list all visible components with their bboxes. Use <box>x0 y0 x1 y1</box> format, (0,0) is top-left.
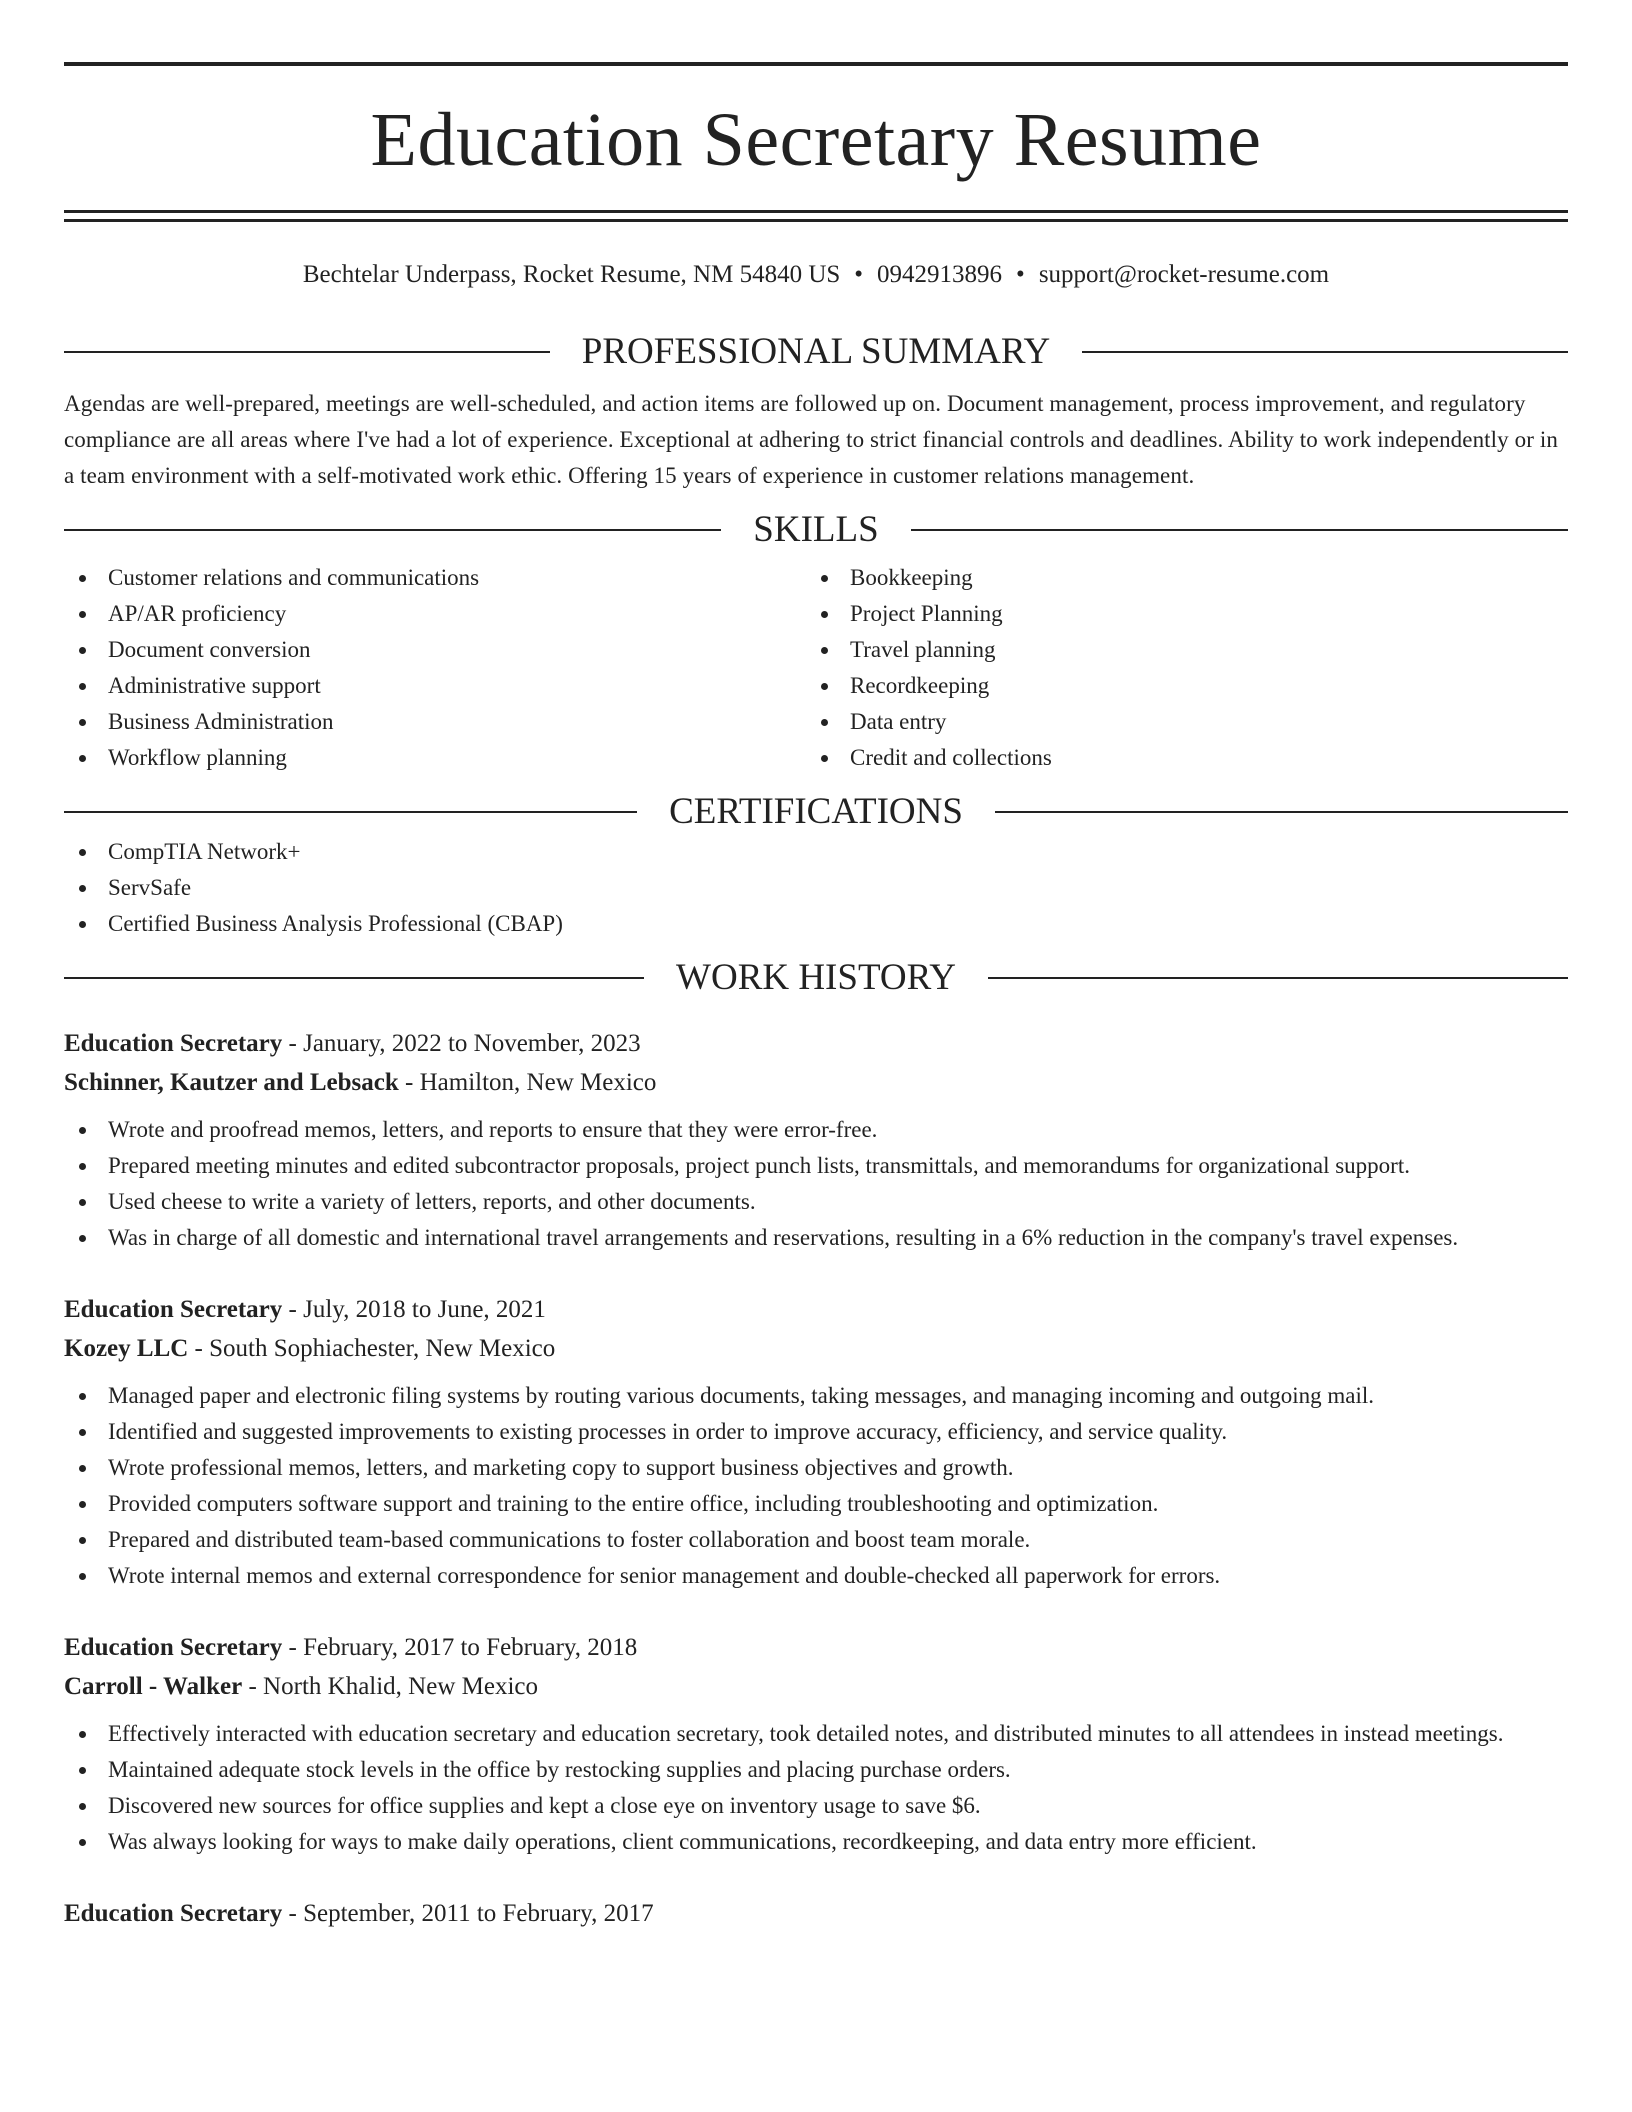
certification-item: ServSafe <box>64 870 1568 906</box>
skill-item: Bookkeeping <box>806 560 1548 596</box>
job-dates: - January, 2022 to November, 2023 <box>282 1030 641 1057</box>
summary-heading-text: PROFESSIONAL SUMMARY <box>581 331 1051 372</box>
skill-item: Business Administration <box>64 704 806 740</box>
skills-list-left <box>64 560 806 776</box>
summary-paragraph: Agendas are well-prepared, meetings are well-scheduled, and action items are followed up on. Document management, process improvement, and regulatory compliance are all areas where I've had a lot of experience. Exceptional at adhering to strict financial controls and deadlines. Ability to work independently or in a team environment with a self-motivated work ethic. Offering 15 years of experience in customer relations management. <box>64 391 1558 488</box>
job-duty-item: Was always looking for ways to make daily operations, client communications, recordkeeping, and data entry more efficient. <box>64 1824 1568 1860</box>
contact-separator: • <box>1016 261 1025 288</box>
skills-list-right <box>806 560 1548 776</box>
certifications-list <box>64 834 1568 942</box>
job-title-line <box>64 1628 1568 1667</box>
job-entry <box>64 1628 1568 1860</box>
job-location: - Hamilton, New Mexico <box>398 1069 657 1096</box>
top-rule <box>64 62 1568 66</box>
title-double-rule <box>64 210 1568 222</box>
job-entry <box>64 1290 1568 1594</box>
job-title: Education Secretary <box>64 1030 283 1057</box>
job-location: - South Sophiachester, New Mexico <box>188 1335 556 1362</box>
certifications-section-heading <box>64 790 1568 834</box>
job-duty-item: Wrote professional memos, letters, and marketing copy to support business objectives and growth. <box>64 1450 1568 1486</box>
contact-separator: • <box>854 261 864 288</box>
contact-phone: 0942913896 <box>877 261 1003 288</box>
job-dates: - February, 2017 to February, 2018 <box>282 1634 638 1661</box>
skill-item: Recordkeeping <box>806 668 1548 704</box>
job-duty-item: Wrote internal memos and external correspondence for senior management and double-checked all paperwork for errors. <box>64 1558 1568 1594</box>
skill-item: Administrative support <box>64 668 806 704</box>
contact-email: support@rocket-resume.com <box>1038 261 1330 288</box>
job-dates: - September, 2011 to February, 2017 <box>282 1900 654 1927</box>
resume-title: Education Secretary Resume <box>370 98 1262 182</box>
certification-item: CompTIA Network+ <box>64 834 1568 870</box>
job-title-line <box>64 1024 1568 1063</box>
job-entry <box>64 1894 1568 1933</box>
job-location: - North Khalid, New Mexico <box>242 1673 538 1700</box>
job-title: Education Secretary <box>64 1296 283 1323</box>
work-heading-text: WORK HISTORY <box>676 957 956 998</box>
job-company: Carroll - Walker <box>64 1673 243 1700</box>
skill-item: Workflow planning <box>64 740 806 776</box>
job-title: Education Secretary <box>64 1900 283 1927</box>
skills-heading-text: SKILLS <box>753 509 879 550</box>
certifications-heading-text: CERTIFICATIONS <box>669 791 963 832</box>
contact-address: Bechtelar Underpass, Rocket Resume, NM 54840 US <box>302 261 841 288</box>
certification-item: Certified Business Analysis Professional (CBAP) <box>64 906 1568 942</box>
skill-item: AP/AR proficiency <box>64 596 806 632</box>
job-duty-item: Discovered new sources for office supplies and kept a close eye on inventory usage to save $6. <box>64 1788 1568 1824</box>
skill-item: Document conversion <box>64 632 806 668</box>
job-duties-list <box>64 1112 1568 1256</box>
job-duty-item: Prepared meeting minutes and edited subcontractor proposals, project punch lists, transmittals, and memorandums for organizational support. <box>64 1148 1568 1184</box>
contact-line <box>64 260 1568 290</box>
job-duties-list <box>64 1378 1568 1594</box>
job-duty-item: Used cheese to write a variety of letters, reports, and other documents. <box>64 1184 1568 1220</box>
skills-section-heading <box>64 508 1568 552</box>
job-company-line <box>64 1063 1568 1102</box>
job-duty-item: Was in charge of all domestic and international travel arrangements and reservations, resulting in a 6% reduction in the company's travel expenses. <box>64 1220 1568 1256</box>
skill-item: Data entry <box>806 704 1548 740</box>
skill-item: Credit and collections <box>806 740 1548 776</box>
job-duty-item: Identified and suggested improvements to existing processes in order to improve accuracy, efficiency, and service quality. <box>64 1414 1568 1450</box>
job-duties-list <box>64 1716 1568 1860</box>
job-duty-item: Provided computers software support and training to the entire office, including troubleshooting and optimization. <box>64 1486 1568 1522</box>
job-duty-item: Managed paper and electronic filing systems by routing various documents, taking messages, and managing incoming and outgoing mail. <box>64 1378 1568 1414</box>
resume-page <box>64 0 1568 1933</box>
job-company-line <box>64 1329 1568 1368</box>
job-duty-item: Wrote and proofread memos, letters, and reports to ensure that they were error-free. <box>64 1112 1568 1148</box>
job-company: Schinner, Kautzer and Lebsack <box>64 1069 399 1096</box>
job-duty-item: Effectively interacted with education secretary and education secretary, took detailed notes, and distributed minutes to all attendees in instead meetings. <box>64 1716 1568 1752</box>
job-company: Kozey LLC <box>64 1335 189 1362</box>
job-entry <box>64 1024 1568 1256</box>
job-duty-item: Prepared and distributed team-based communications to foster collaboration and boost team morale. <box>64 1522 1568 1558</box>
skill-item: Travel planning <box>806 632 1548 668</box>
summary-section-heading <box>64 330 1568 374</box>
job-dates: - July, 2018 to June, 2021 <box>282 1296 546 1323</box>
skill-item: Customer relations and communications <box>64 560 806 596</box>
skills-columns <box>64 560 1568 776</box>
skill-item: Project Planning <box>806 596 1548 632</box>
job-duty-item: Maintained adequate stock levels in the office by restocking supplies and placing purchase orders. <box>64 1752 1568 1788</box>
job-title-line <box>64 1290 1568 1329</box>
job-company-line <box>64 1667 1568 1706</box>
job-title-line <box>64 1894 1568 1933</box>
work-history-list <box>64 1024 1568 1933</box>
work-section-heading <box>64 956 1568 1000</box>
job-title: Education Secretary <box>64 1634 283 1661</box>
